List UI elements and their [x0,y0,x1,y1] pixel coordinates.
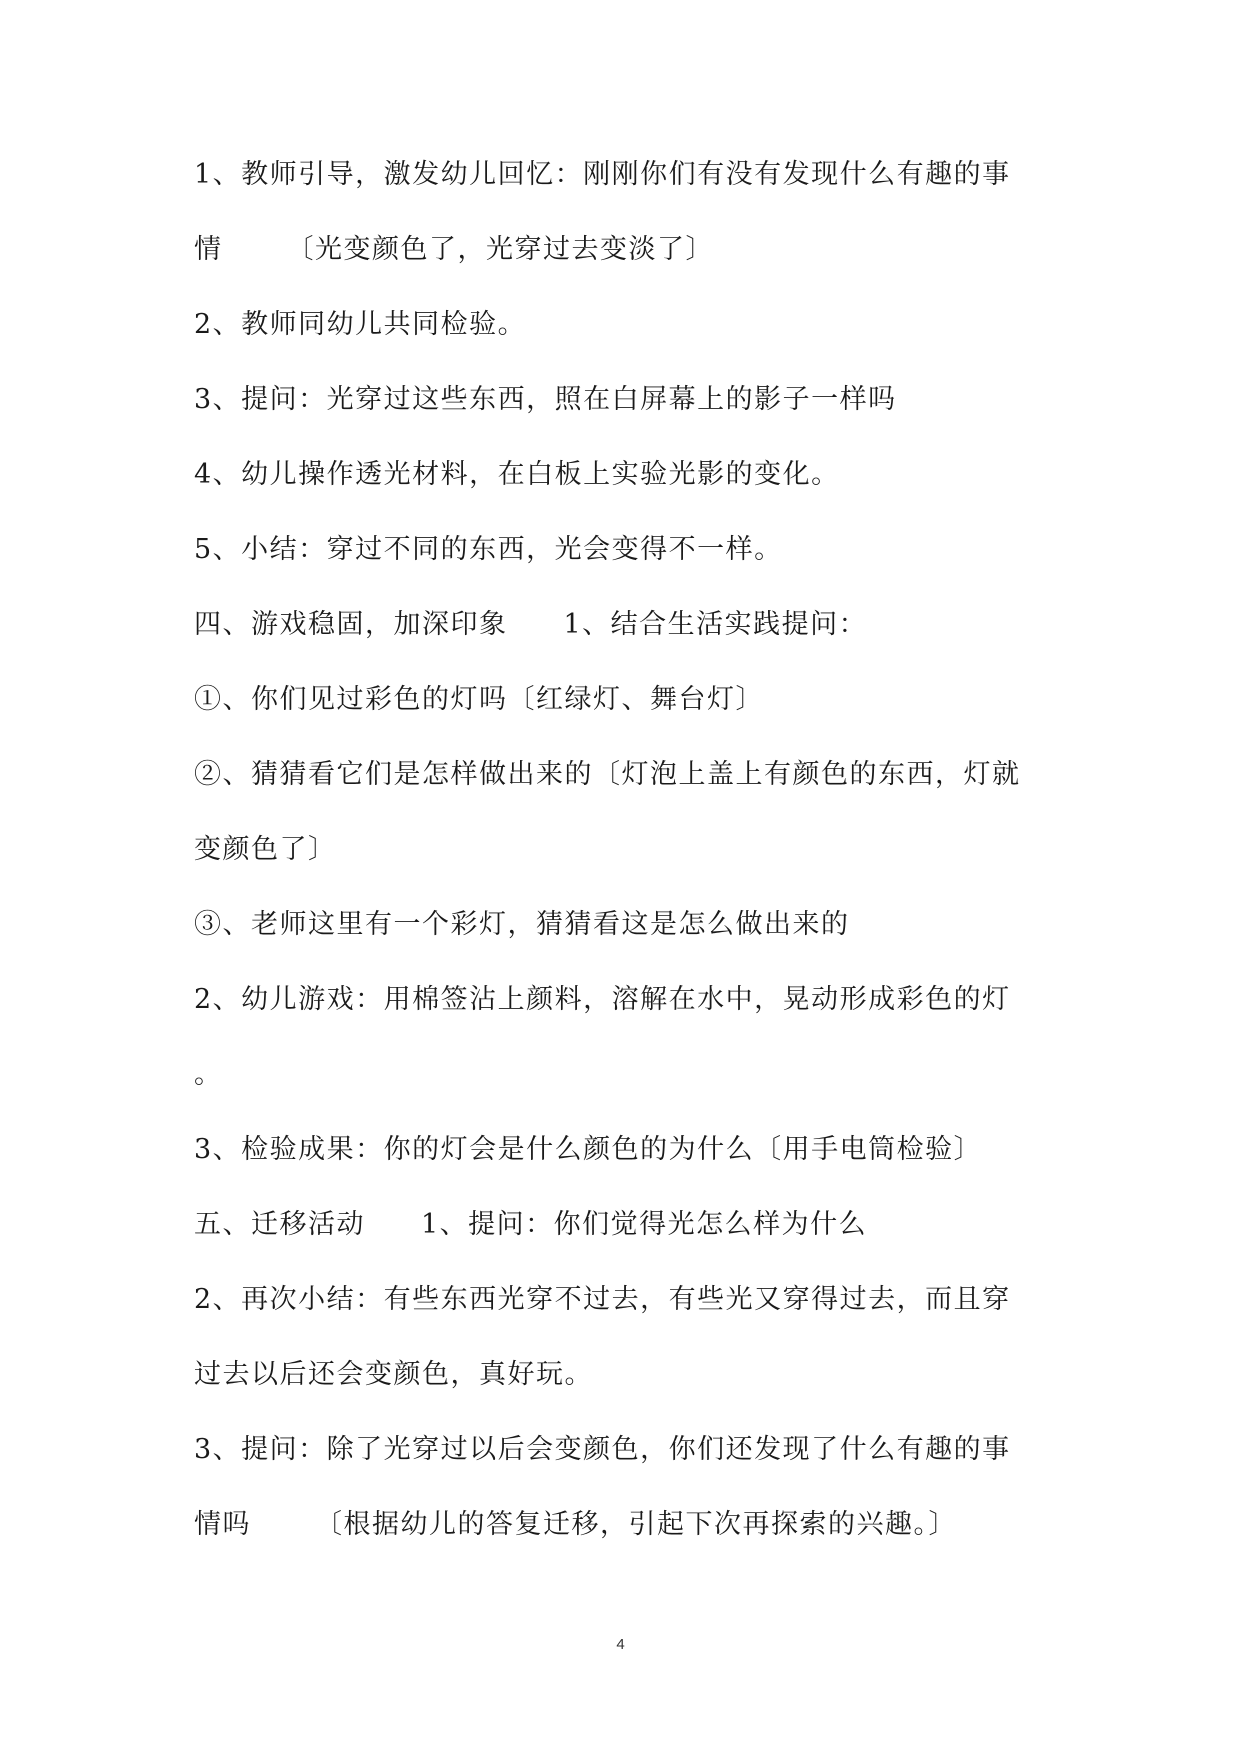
text-segment: 。 [194,1059,223,1090]
text-segment: 3、提问：光穿过这些东西，照在白屏幕上的影子一样吗 [194,384,897,415]
text-segment: 5、小结：穿过不同的东西，光会变得不一样。 [194,534,783,565]
text-segment: ①、你们见过彩色的灯吗〔红绿灯、舞台灯〕 [194,684,764,715]
text-segment: 2、再次小结：有些东西光穿不过去，有些光又穿得过去，而且穿 [194,1284,1011,1315]
text-segment: 1、结合生活实践提问： [563,609,868,640]
text-line [194,1358,593,1392]
text-line [194,233,714,267]
text-segment: 4、幼儿操作透光材料，在白板上实验光影的变化。 [194,459,840,490]
text-segment: 四、游戏稳固，加深印象 [194,609,508,640]
text-line [194,908,850,942]
text-segment: 〔光变颜色了，光穿过去变淡了〕 [286,234,714,265]
text-line [194,1208,867,1242]
text-line [194,158,1011,192]
text-segment: 2、教师同幼儿共同检验。 [194,309,527,340]
text-segment: 3、检验成果：你的灯会是什么颜色的为什么〔用手电筒检验〕 [194,1134,983,1165]
text-segment: 情 [194,234,223,265]
text-segment: 2、幼儿游戏：用棉签沾上颜料，溶解在水中，晃动形成彩色的灯 [194,984,1011,1015]
text-segment: ③、老师这里有一个彩灯，猜猜看这是怎么做出来的 [194,909,850,940]
text-segment: 五、迁移活动 [194,1209,365,1240]
text-segment: 情吗 [194,1509,251,1540]
text-line [194,383,897,417]
text-line [194,758,1021,792]
text-line [194,1508,957,1542]
text-line [194,458,840,492]
text-line [194,833,337,867]
text-line [194,608,867,642]
page-number: 4 [616,1636,625,1653]
text-line [194,1283,1011,1317]
text-segment: ②、猜猜看它们是怎样做出来的〔灯泡上盖上有颜色的东西，灯就 [194,759,1021,790]
text-line [194,1133,982,1167]
text-line [194,308,526,342]
text-segment: 过去以后还会变颜色，真好玩。 [194,1359,593,1390]
text-line [194,1058,223,1092]
text-segment: 〔根据幼儿的答复迁移，引起下次再探索的兴趣。〕 [315,1509,957,1540]
text-line [194,983,1011,1017]
text-segment: 3、提问：除了光穿过以后会变颜色，你们还发现了什么有趣的事 [194,1434,1011,1465]
text-line [194,683,764,717]
text-segment: 1、教师引导，激发幼儿回忆：刚刚你们有没有发现什么有趣的事 [194,159,1011,190]
text-line [194,533,783,567]
text-segment: 变颜色了〕 [194,834,337,865]
text-line [194,1433,1011,1467]
text-segment: 1、提问：你们觉得光怎么样为什么 [421,1209,868,1240]
